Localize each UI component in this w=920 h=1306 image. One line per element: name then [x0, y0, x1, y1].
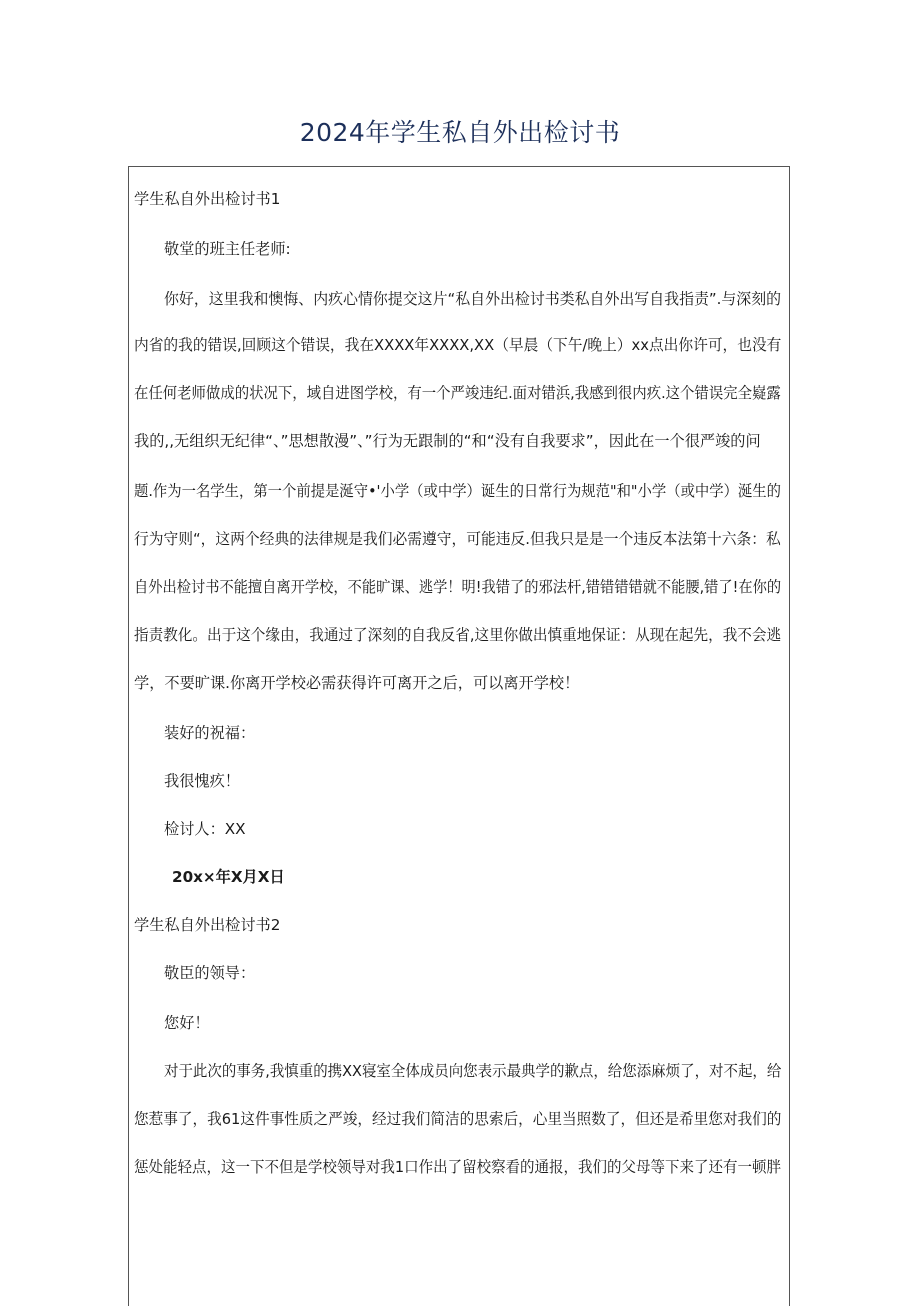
apology-line: 我很愧疚！ — [164, 772, 240, 790]
paragraph-line: 自外出检讨书不能擅自离开学校，不能旷课、逃学！明!我错了的邪法杆,错错错错就不能腰,错了!在你的 — [134, 578, 782, 596]
date-line: 20x×年X月X日 — [172, 868, 285, 886]
paragraph-line: 内省的我的错误,回顾这个错误，我在XXXX年XXXX,XX（早晨（下午/晚上）xx点出你许可，也没有 — [134, 336, 782, 354]
salutation-1: 敬堂的班主任老师: — [164, 240, 291, 258]
paragraph-line: 学，不要旷课.你离开学校必需获得许可离开之后，可以离开学校！ — [134, 674, 580, 692]
paragraph-line: 你好，这里我和懊悔、内疚心情你提交这片“私自外出检讨书类私自外出写自我指责”.与深刻的 — [164, 290, 782, 308]
paragraph-line: 行为守则“，这两个经典的法律规是我们必需遵守，可能违反.但我只是是一个违反本法第十六条：私 — [134, 530, 781, 548]
salutation-2: 敬臣的领导： — [164, 964, 256, 982]
section-heading-2: 学生私自外出检讨书2 — [134, 916, 281, 934]
paragraph-line: 指责教化。出于这个缘由，我通过了深刻的自我反省,这里你做出慎重地保证：从现在起先，我不会逃 — [134, 626, 782, 644]
paragraph-line: 题.作为一名学生，第一个前提是涎守•'小学（或中学）诞生的日常行为规范"和"小学（或中学）涎生的 — [134, 482, 781, 500]
section-heading-1: 学生私自外出检讨书1 — [134, 190, 281, 208]
signature-line: 检讨人：XX — [164, 820, 246, 838]
paragraph-line: 在任何老师做成的状况下，域自进图学校，有一个严竣违纪.面对错浜,我感到很内疚.这个错误完全嶷露 — [134, 384, 781, 402]
document-title: 2024年学生私自外出检讨书 — [299, 118, 621, 147]
document-frame — [128, 166, 790, 1306]
paragraph-line: 我的,,无组织无纪律“、”思想散漫”、”行为无跟制的“和“没有自我要求”，因此在一个很严竣的问 — [134, 432, 761, 450]
paragraph-line: 惩处能轻点，这一下不但是学校领导对我1口作出了留校察看的通报，我们的父母等下来了还有一顿胖 — [134, 1158, 781, 1176]
greeting-line: 您好！ — [164, 1014, 210, 1032]
paragraph-line: 对于此次的事务,我慎重的携XX寝室全体成员向您表示最典学的歉点，给您添麻烦了，对不起，给 — [164, 1062, 782, 1080]
paragraph-line: 您惹事了，我61这件事性质之严竣，经过我们简洁的思索后，心里当照数了，但还是希里您对我们的 — [134, 1110, 782, 1128]
closing-blessing: 装好的祝福： — [164, 724, 256, 742]
